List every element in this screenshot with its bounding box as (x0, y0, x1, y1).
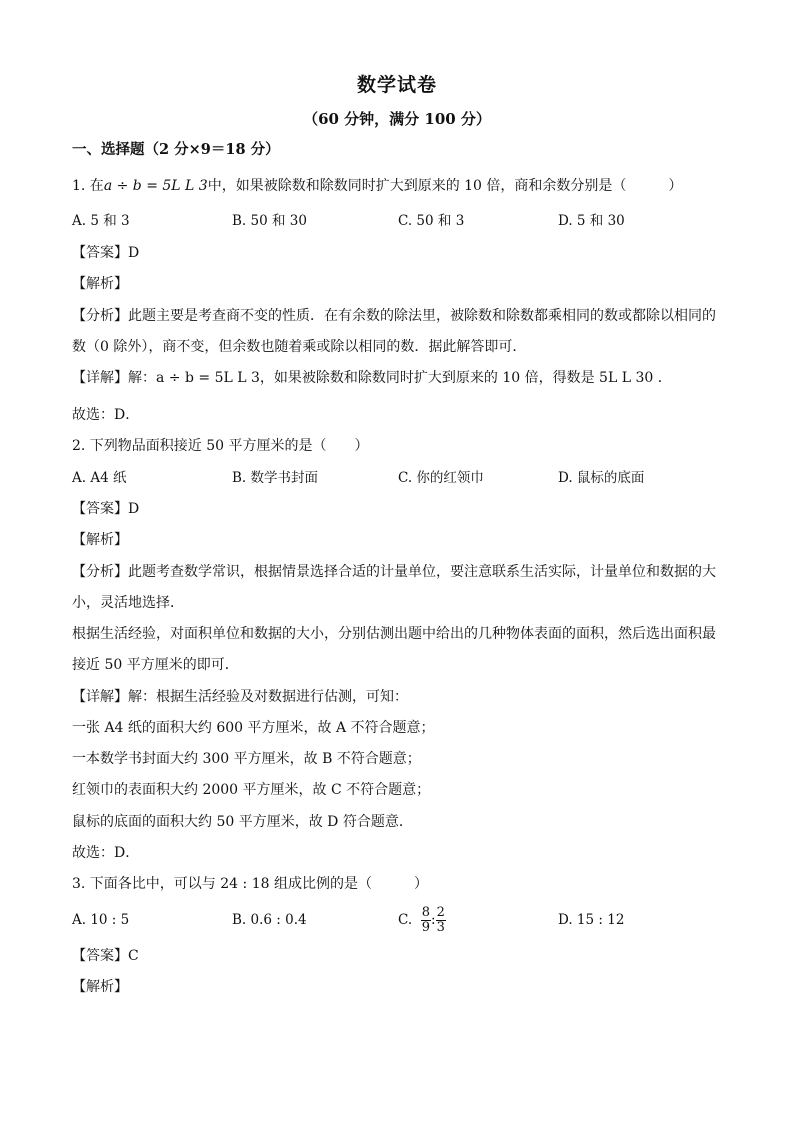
q2-basis-line-2: 接近 50 平方厘米的即可． (72, 657, 239, 673)
q2-conclusion: 故选：D． (72, 845, 140, 861)
q1-option-d: D. 5 和 30 (558, 213, 625, 229)
q2-detail-2: 一本数学书封面大约 300 平方厘米，故 B 不符合题意； (72, 751, 421, 767)
q3-fraction-2-numerator: 2 (436, 905, 445, 920)
q2-fenxi-line-1: 【分析】此题考查数学常识，根据情景选择合适的计量单位，要注意联系生活实际，计量单位和数据的大 (72, 564, 716, 580)
q1-stem-math: a ÷ b = 5L L 3 (103, 178, 208, 194)
q1-fenxi-line-2: 数（0 除外），商不变，但余数也随着乘或除以相同的数．据此解答即可． (72, 339, 527, 355)
q2-fenxi-line-2: 小，灵活地选择． (72, 595, 184, 611)
q3-option-c-label: C. (398, 912, 413, 928)
q2-detail-4: 鼠标的底面的面积大约 50 平方厘米，故 D 符合题意． (72, 814, 413, 830)
q3-fraction-2 (436, 906, 446, 935)
q3-fraction-2-denominator: 3 (436, 920, 445, 935)
q3-answer: 【答案】C (72, 948, 139, 964)
q1-analysis-label: 【解析】 (72, 276, 128, 292)
q2-option-c: C. 你的红领巾 (398, 470, 484, 486)
q3-analysis-label: 【解析】 (72, 979, 128, 995)
section-heading: 一、选择题（2 分×9＝18 分） (72, 141, 280, 158)
q3-option-d: D. 15 : 12 (558, 912, 625, 928)
q3-ratio-sign: : (431, 912, 436, 928)
q3-option-c (398, 900, 446, 940)
question-1-stem (72, 177, 682, 195)
q2-xiangjie: 【详解】解：根据生活经验及对数据进行估测，可知： (72, 689, 408, 705)
q3-option-a: A. 10 : 5 (72, 912, 130, 928)
q1-option-b: B. 50 和 30 (232, 213, 307, 229)
q1-fenxi-line-1: 【分析】此题主要是考查商不变的性质．在有余数的除法里，被除数和除数都乘相同的数或都除以相同的 (72, 308, 716, 324)
page-title: 数学试卷 (356, 74, 437, 96)
page-subtitle: （60 分钟，满分 100 分） (303, 110, 491, 128)
q1-conclusion: 故选：D． (72, 407, 140, 423)
q2-option-d: D. 鼠标的底面 (558, 470, 645, 486)
q2-option-b: B. 数学书封面 (232, 470, 319, 486)
q2-answer: 【答案】D (72, 501, 140, 517)
q3-fraction-1-numerator: 8 (421, 905, 431, 920)
q2-option-a: A. A4 纸 (72, 470, 127, 486)
question-2-stem: 2. 下列物品面积接近 50 平方厘米的是（ ） (72, 438, 369, 454)
q1-stem-suffix: 中，如果被除数和除数同时扩大到原来的 10 倍，商和余数分别是（ ） (207, 178, 683, 194)
q3-fraction-1 (421, 906, 431, 935)
q1-answer: 【答案】D (72, 245, 140, 261)
q3-option-b: B. 0.6 : 0.4 (232, 912, 307, 928)
q2-analysis-label: 【解析】 (72, 532, 128, 548)
q2-detail-3: 红领巾的表面积大约 2000 平方厘米，故 C 不符合题意； (72, 782, 431, 798)
q1-option-c: C. 50 和 3 (398, 213, 465, 229)
q1-xiangjie: 【详解】解：a ÷ b = 5L L 3，如果被除数和除数同时扩大到原来的 10 倍，得数是 5L L 30 ． (72, 370, 672, 386)
question-3-stem: 3. 下面各比中，可以与 24 : 18 组成比例的是（ ） (72, 876, 428, 892)
q2-detail-1: 一张 A4 纸的面积大约 600 平方厘米，故 A 不符合题意； (72, 720, 435, 736)
q2-basis-line-1: 根据生活经验，对面积单位和数据的大小，分别估测出题中给出的几种物体表面的面积，然后选出面积最 (72, 626, 716, 642)
q3-fraction-1-denominator: 9 (421, 920, 431, 935)
q1-stem-prefix: 1. 在 (72, 178, 104, 194)
q1-option-a: A. 5 和 3 (72, 213, 130, 229)
